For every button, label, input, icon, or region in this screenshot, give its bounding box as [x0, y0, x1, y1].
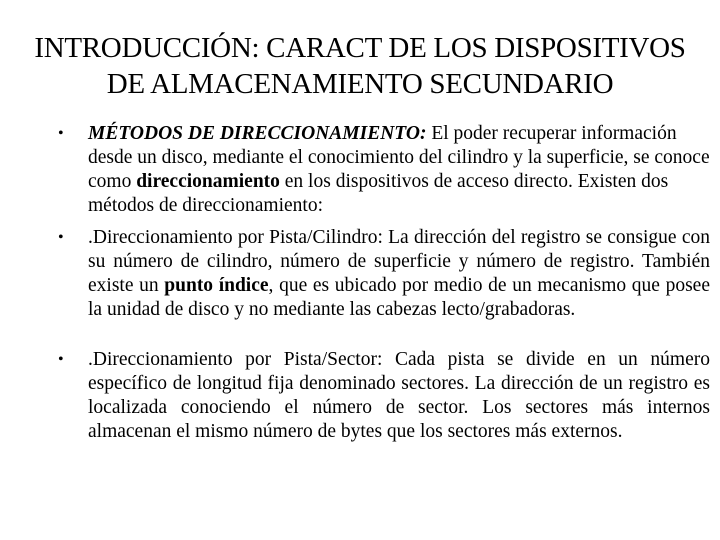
bullet-text: El poder recuperar información desde un disco, mediante el conocimiento del cilindro y la superficie, se conoce como: [88, 123, 710, 192]
bullet-text: .Direccionamiento por Pista/Cilindro: La dirección del registro se consigue con su número de cilindro, número de superficie y número de registro. También existe un: [88, 227, 710, 296]
bullet-item-track-cylinder: [58, 226, 710, 322]
bullet-icon: •: [58, 351, 64, 368]
bullet-bold-term: punto índice: [164, 275, 269, 296]
bullet-icon: •: [58, 229, 64, 246]
slide-title: [0, 30, 720, 102]
bullet-icon: •: [58, 125, 64, 142]
bullet-item-addressing-methods: [58, 122, 710, 218]
bullet-heading: MÉTODOS DE DIRECCIONAMIENTO:: [88, 123, 427, 144]
bullet-text: .Direccionamiento por Pista/Sector: Cada pista se divide en un número específico de longitud fija denominado sectores. La dirección de un registro es localizada conociendo el número de sector. Los sectores más internos almacenan el mismo número de bytes que los sectores más externos.: [88, 349, 710, 442]
title-line-1: INTRODUCCIÓN: CARACT DE LOS DISPOSITIVOS: [34, 32, 686, 64]
title-line-2: DE ALMACENAMIENTO SECUNDARIO: [106, 68, 614, 100]
bullet-bold-term: direccionamiento: [136, 171, 280, 192]
bullet-text-end: en los dispositivos de acceso directo. Existen dos métodos de direccionamiento:: [88, 171, 669, 216]
bullet-item-track-sector: [58, 348, 710, 444]
bullet-text-end: , que es ubicado por medio de un mecanismo que posee la unidad de disco y no mediante las cabezas lecto/grabadoras.: [88, 275, 710, 320]
